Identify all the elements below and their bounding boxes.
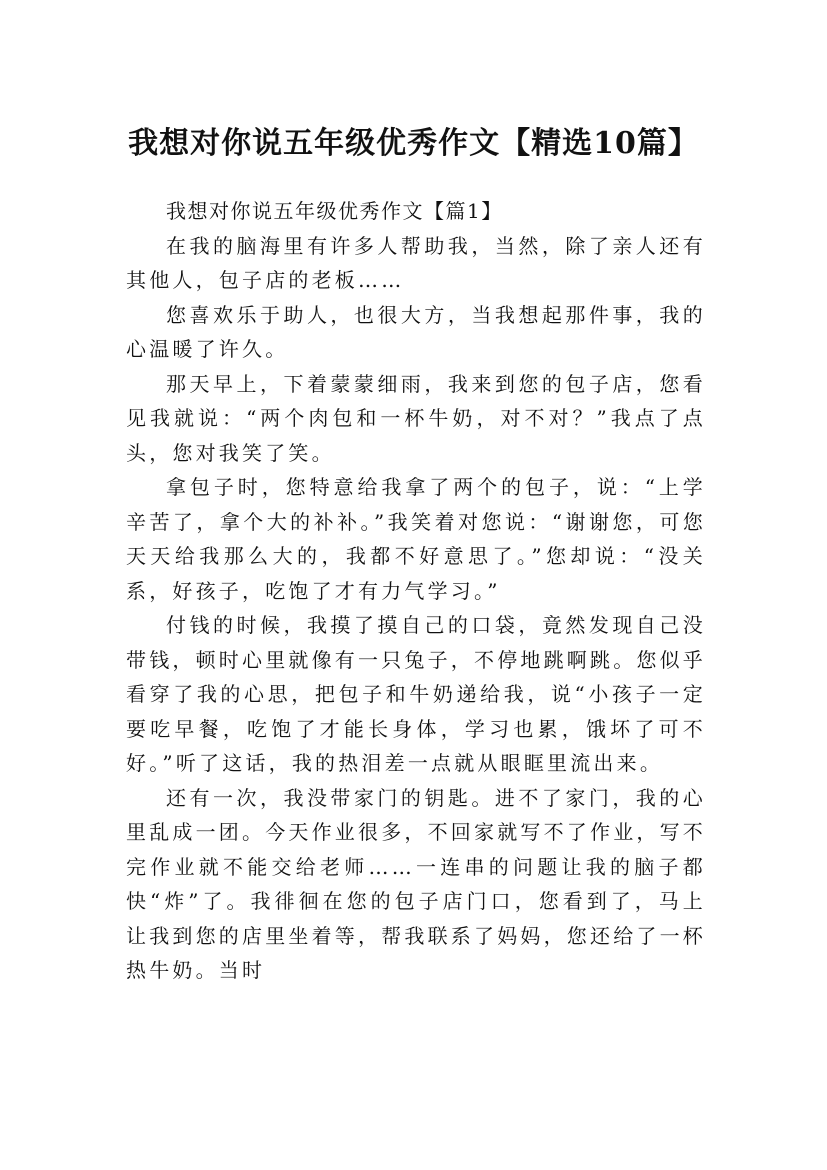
body-paragraph: 那天早上，下着蒙蒙细雨，我来到您的包子店，您看见我就说：“两个肉包和一杯牛奶，对不对？”我点了点头，您对我笑了笑。: [126, 371, 706, 465]
body-paragraph: 在我的脑海里有许多人帮助我，当然，除了亲人还有其他人，包子店的老板……: [126, 233, 706, 292]
body-paragraph: 付钱的时候，我摸了摸自己的口袋，竟然发现自己没带钱，顿时心里就像有一只兔子，不停地跳啊跳。您似乎看穿了我的心思，把包子和牛奶递给我，说“小孩子一定要吃早餐，吃饱了才能长身体，学习也累，饿坏了可不好。”听了这话，我的热泪差一点就从眼眶里流出来。: [126, 613, 706, 775]
body-paragraph: 拿包子时，您特意给我拿了两个的包子，说：“上学辛苦了，拿个大的补补。”我笑着对您说：“谢谢您，可您天天给我那么大的，我都不好意思了。”您却说：“没关系，好孩子，吃饱了才有力气学习。”: [126, 475, 706, 603]
body-paragraph: 还有一次，我没带家门的钥匙。进不了家门，我的心里乱成一团。今天作业很多，不回家就写不了作业，写不完作业就不能交给老师……一连串的问题让我的脑子都快“炸”了。我徘徊在您的包子店门口，您看到了，马上让我到您的店里坐着等，帮我联系了妈妈，您还给了一杯热牛奶。当时: [126, 785, 706, 982]
document-title: 我想对你说五年级优秀作文【精选10篇】: [128, 126, 699, 162]
article-body: [126, 194, 706, 988]
section-heading: 我想对你说五年级优秀作文【篇1】: [166, 199, 503, 223]
body-paragraph: 您喜欢乐于助人，也很大方，当我想起那件事，我的心温暖了许久。: [126, 302, 706, 361]
